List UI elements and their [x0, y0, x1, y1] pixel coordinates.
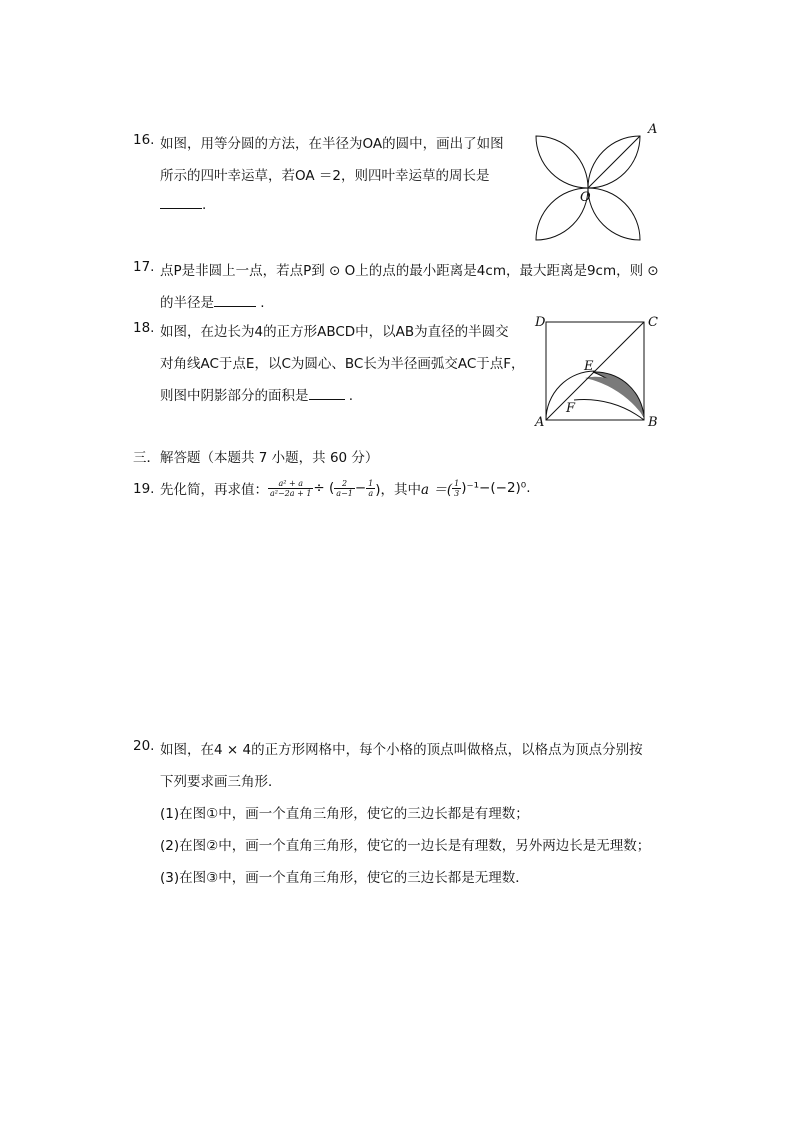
q19-division: ÷ (	[313, 480, 335, 496]
q20-item-2: (2)在图②中，画一个直角三角形，使它的一边长是有理数，另外两边长是无理数；	[160, 838, 651, 854]
section-3-title: 三．解答题（本题共 7 小题，共 60 分）	[133, 450, 379, 466]
q17-line-2	[160, 291, 265, 311]
q20-line-2: 下列要求画三角形．	[160, 774, 282, 790]
segment-OA	[588, 136, 640, 188]
q17-number: 17.	[133, 259, 155, 275]
q17-answer-blank[interactable]	[214, 294, 256, 307]
label-F: F	[566, 401, 576, 416]
label-O: O	[580, 190, 591, 205]
q19-tail: )⁻¹−(−2)⁰.	[461, 480, 531, 496]
fraction-1-denominator: a²−2a + 1	[270, 488, 312, 498]
clover-leaf-upper-left	[536, 136, 588, 188]
label-C: C	[648, 315, 658, 330]
q20-line-1: 如图，在4 × 4的正方形网格中，每个小格的顶点叫做格点，以格点为顶点分别按	[160, 742, 643, 758]
q18-line-3	[160, 384, 353, 404]
q17-period: .	[256, 295, 265, 311]
fraction-1-numerator: a² + a	[268, 479, 313, 489]
q18-line-1: 如图，在边长为4的正方形ABCD中，以AB为直径的半圆交	[160, 324, 509, 340]
q19-number: 19.	[133, 481, 155, 497]
clover-leaf-lower-right	[588, 188, 640, 240]
q16-line-2: 所示的四叶幸运草，若OA ＝2，则四叶幸运草的周长是	[160, 168, 490, 184]
q18-number: 18.	[133, 320, 155, 336]
q19-fraction-4	[452, 479, 461, 498]
q16-answer-blank[interactable]	[160, 196, 202, 209]
q19-fraction-2	[334, 479, 355, 498]
q18-period: .	[344, 388, 354, 404]
q18-answer-blank[interactable]	[309, 387, 345, 400]
fraction-4-denominator: 3	[454, 488, 460, 498]
q19-minus: −	[354, 480, 367, 496]
q17-line-2-text: 的半径是	[160, 295, 214, 311]
fraction-3-denominator: a	[368, 488, 374, 498]
shaded-region-fill	[585, 377, 644, 417]
label-A: A	[648, 122, 658, 137]
q16-number: 16.	[133, 132, 155, 148]
fraction-3-numerator: 1	[368, 478, 374, 488]
label-A: A	[535, 415, 545, 430]
label-B: B	[648, 415, 658, 430]
q16-period: .	[202, 197, 207, 213]
q19-middle: )，其中	[375, 482, 422, 498]
fraction-2-denominator: a−1	[336, 488, 353, 498]
label-E: E	[584, 359, 594, 374]
four-leaf-clover-figure	[530, 120, 670, 250]
q18-line-3-text: 则图中阴影部分的面积是	[160, 388, 309, 404]
q19-a-equals: a ＝(	[421, 482, 453, 498]
label-D: D	[535, 315, 546, 330]
fraction-4-numerator: 1	[454, 478, 460, 488]
fraction-2-numerator: 2	[334, 479, 355, 489]
square-abcd-figure	[532, 312, 662, 432]
q17-line-1: 点P是非圆上一点，若点P到 ⊙ O上的点的最小距离是4cm，最大距离是9cm，则 ⊙	[160, 263, 659, 279]
q18-line-2: 对角线AC于点E，以C为圆心、BC长为半径画弧交AC于点F，	[160, 356, 525, 372]
q16-line-1: 如图，用等分圆的方法，在半径为OA的圆中，画出了如图	[160, 136, 504, 152]
q19-prefix: 先化简，再求值：	[160, 482, 268, 498]
q20-item-3: (3)在图③中，画一个直角三角形，使它的三边长都是无理数．	[160, 870, 529, 886]
q20-item-1: (1)在图①中，画一个直角三角形，使它的三边长都是有理数；	[160, 806, 529, 822]
q19-fraction-1	[268, 479, 313, 498]
q20-number: 20.	[133, 738, 155, 754]
q16-answer-line	[160, 196, 206, 213]
q19-expression	[160, 478, 531, 498]
q19-fraction-3	[366, 479, 375, 498]
